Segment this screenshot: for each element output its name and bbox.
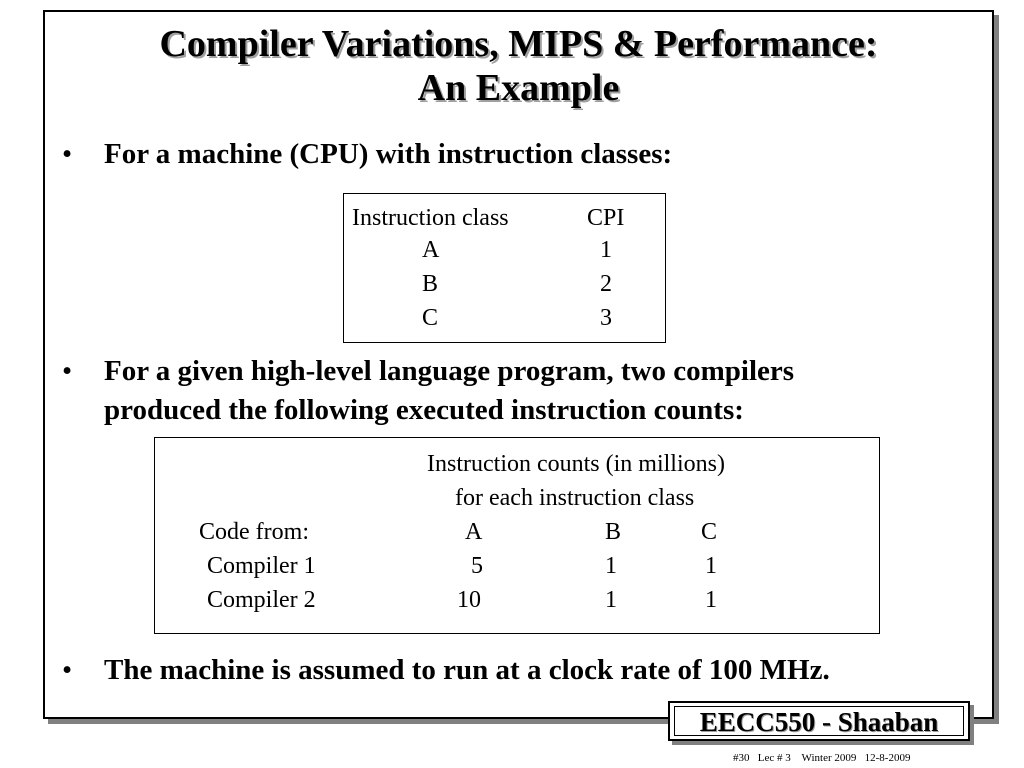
bullet-2-line-2: produced the following executed instruction counts: (104, 394, 744, 426)
bullet-1-text: For a machine (CPU) with instruction classes: (104, 138, 673, 170)
count-header-code: Code from: (199, 519, 309, 545)
title-line-2: An Example (417, 67, 620, 109)
course-label-box (668, 701, 970, 741)
cpi-header-cpi: CPI (587, 205, 625, 231)
cpi-header-class: Instruction class (352, 205, 509, 231)
title-line-1: Compiler Variations, MIPS & Performance: (159, 23, 878, 65)
course-label: EECC550 - Shaaban (674, 706, 964, 736)
slide-footnote: #30 Lec # 3 Winter 2009 12-8-2009 (733, 752, 911, 764)
count-row-1-label: Compiler 1 (207, 553, 316, 579)
count-row-2-label: Compiler 2 (207, 587, 316, 613)
count-caption-1: Instruction counts (in millions) (427, 451, 725, 477)
cpi-row-a-class: A (422, 237, 440, 263)
count-header-b: B (605, 519, 622, 545)
count-header-c: C (701, 519, 718, 545)
count-row-1-b: 1 (605, 553, 617, 579)
count-caption-2: for each instruction class (455, 485, 695, 511)
bullet-2-line-1: For a given high-level language program, two compilers (104, 355, 795, 387)
count-row-1-c: 1 (705, 553, 717, 579)
bullet-dot: • (62, 138, 73, 170)
instruction-count-table (154, 437, 880, 634)
count-row-2-a: 10 (457, 587, 481, 613)
count-row-1-a: 5 (471, 553, 483, 579)
cpi-row-c-class: C (422, 305, 439, 331)
count-header-a: A (465, 519, 483, 545)
cpi-row-b-class: B (422, 271, 439, 297)
cpi-table (343, 193, 666, 343)
bullet-dot: • (62, 654, 73, 686)
cpi-row-c-value: 3 (600, 305, 612, 331)
cpi-row-b-value: 2 (600, 271, 612, 297)
bullet-dot: • (62, 355, 73, 387)
count-row-2-b: 1 (605, 587, 617, 613)
bullet-3-text: The machine is assumed to run at a clock rate of 100 MHz. (104, 654, 830, 686)
slide-title (43, 22, 994, 110)
count-row-2-c: 1 (705, 587, 717, 613)
cpi-row-a-value: 1 (600, 237, 612, 263)
